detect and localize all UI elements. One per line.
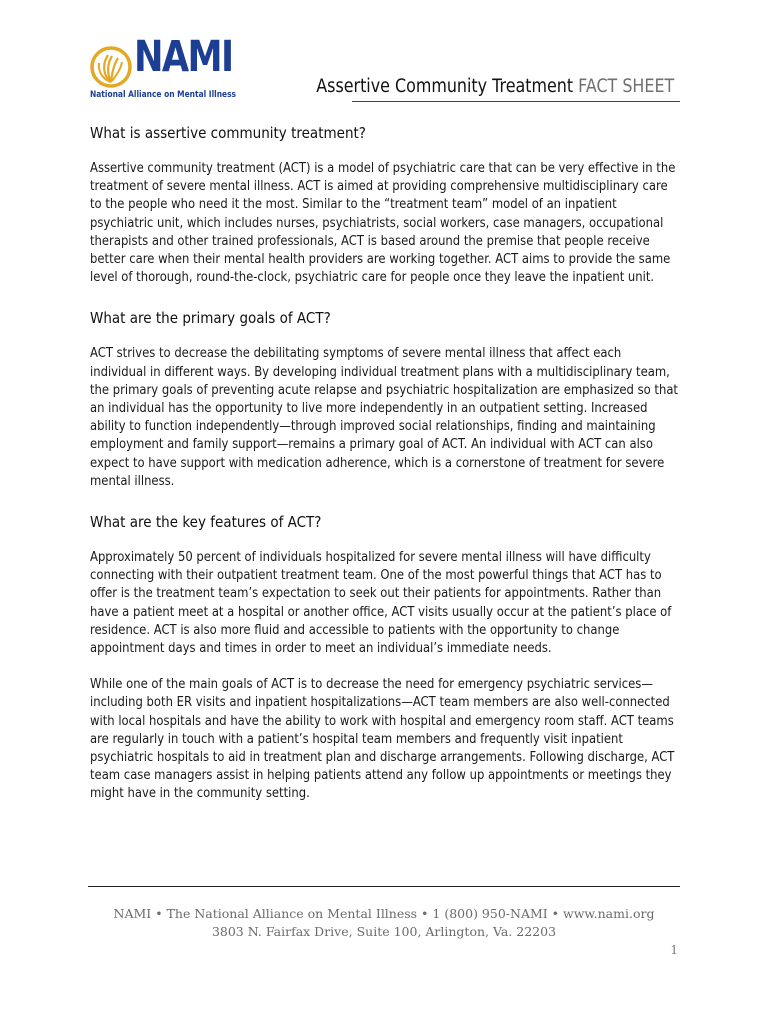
- footer-address-line: 3803 N. Fairfax Drive, Suite 100, Arlington, Va. 22203: [211, 924, 557, 939]
- footer-divider: [88, 886, 680, 887]
- section-paragraph: Approximately 50 percent of individuals hospitalized for severe mental illness will have difficulty connecting with their outpatient treatment team. One of the most powerful things that ACT has to offer is the treatment team’s expectation to seek out their patients for appointments. Rather than have a patient meet at a hospital or another office, ACT visits usually occur at the patient’s place of residence. ACT is also more fluid and accessible to patients with the opportunity to change appointment days and times in order to meet an individual’s immediate needs.: [90, 550, 672, 657]
- section-paragraph: Assertive community treatment (ACT) is a model of psychiatric care that can be very effective in the treatment of severe mental illness. ACT is aimed at providing comprehensive multidisciplinary care to the people who need it the most. Similar to the “treatment team” model of an inpatient psychiatric unit, which includes nurses, psychiatrists, social workers, case managers, occupational therapists and other trained professionals, ACT is based around the premise that people receive better care when their mental health providers are working together. ACT aims to provide the same level of thorough, round-the-clock, psychiatric care for people once they leave the inpatient unit.: [90, 161, 676, 286]
- document-body: [90, 124, 680, 804]
- document-header: [90, 32, 680, 106]
- title-suffix: FACT SHEET: [577, 76, 674, 97]
- section-heading-key-features: What are the key features of ACT?: [90, 513, 322, 532]
- page-footer: [88, 905, 680, 941]
- page-number: 1: [670, 943, 678, 957]
- document-title: [316, 78, 674, 97]
- section-heading-primary-goals: What are the primary goals of ACT?: [90, 309, 331, 328]
- section-heading-what-is-act: What is assertive community treatment?: [90, 124, 366, 142]
- logo-subtitle: National Alliance on Mental Illness: [90, 90, 237, 100]
- nami-logo-wordmark: NAMI: [134, 32, 233, 82]
- title-main: Assertive Community Treatment: [316, 76, 573, 97]
- section-paragraph: While one of the main goals of ACT is to decrease the need for emergency psychiatric services—including both ER visits and inpatient hospitalizations—ACT team members are also well-connected with local hospitals and have the ability to work with hospital and emergency room staff. ACT teams are regularly in touch with a patient’s hospital team members and frequently visit inpatient psychiatric hospitals to aid in treatment plan and discharge arrangements. Following discharge, ACT team case managers assist in helping patients attend any follow up appointments or meetings they might have in the community setting.: [90, 677, 675, 802]
- header-divider: [352, 101, 680, 102]
- footer-contact-line: NAMI • The National Alliance on Mental Illness • 1 (800) 950-NAMI • www.nami.org: [113, 906, 655, 921]
- section-paragraph: ACT strives to decrease the debilitating symptoms of severe mental illness that affect each individual in different ways. By developing individual treatment plans with a multidisciplinary team, the primary goals of preventing acute relapse and psychiatric hospitalization are emphasized so that an individual has the opportunity to live more independently in an outpatient setting. Increased ability to function independently—through improved social relationships, finding and maintaining employment and family support—remains a primary goal of ACT. An individual with ACT can also expect to have support with medication adherence, which is a cornerstone of treatment for severe mental illness.: [90, 346, 678, 489]
- nami-swirl-logo-icon: [90, 46, 132, 88]
